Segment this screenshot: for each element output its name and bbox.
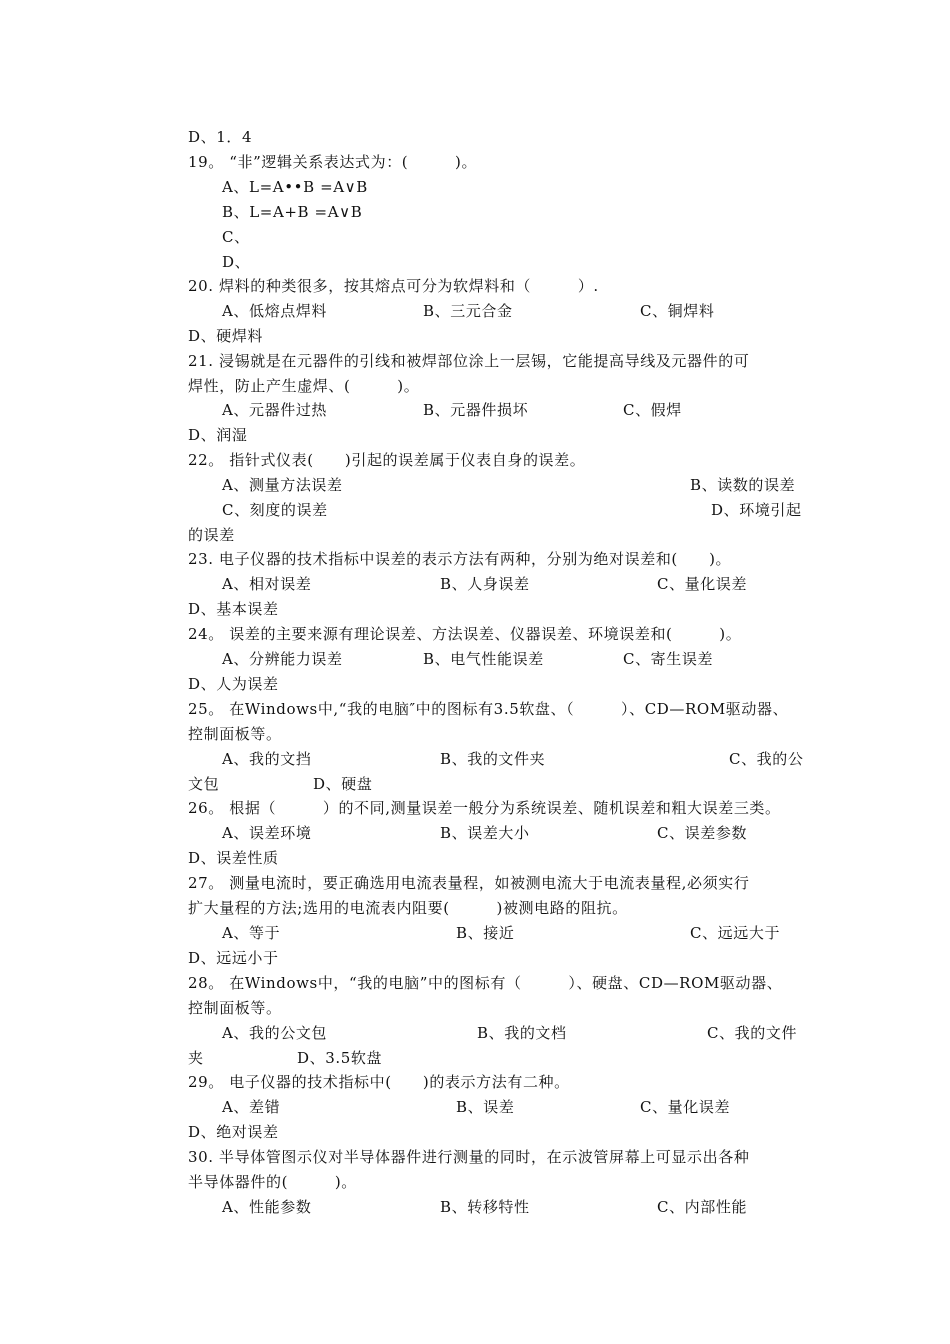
q27-option-d: D、远远小于 bbox=[188, 949, 279, 967]
q19-option-d: D、 bbox=[222, 253, 251, 271]
q24-option-a: A、分辨能力误差 bbox=[222, 650, 343, 668]
q29-option-d: D、绝对误差 bbox=[188, 1123, 279, 1141]
q26-option-a: A、误差环境 bbox=[222, 824, 312, 842]
q23-option-c: C、量化误差 bbox=[657, 575, 748, 593]
q27-stem: 27。 测量电流时，要正确选用电流表量程，如被测电流大于电流表量程,必须实行 bbox=[188, 874, 750, 892]
q23-option-b: B、人身误差 bbox=[440, 575, 530, 593]
q29-option-c: C、量化误差 bbox=[640, 1098, 731, 1116]
q18-option-d: D、1．4 bbox=[188, 128, 253, 146]
q21-stem: 21. 浸锡就是在元器件的引线和被焊部位涂上一层锡，它能提高导线及元器件的可 bbox=[188, 352, 750, 370]
q20-stem: 20. 焊料的种类很多，按其熔点可分为软焊料和（ ）. bbox=[188, 277, 599, 295]
q25-option-b: B、我的文件夹 bbox=[440, 750, 546, 768]
q23-option-d: D、基本误差 bbox=[188, 600, 279, 618]
q20-option-c: C、铜焊料 bbox=[640, 302, 715, 320]
q28-option-d: D、3.5软盘 bbox=[297, 1049, 383, 1067]
q30-option-c: C、内部性能 bbox=[657, 1198, 748, 1216]
q24-option-d: D、人为误差 bbox=[188, 675, 279, 693]
q19-option-c: C、 bbox=[222, 228, 250, 246]
q19-option-b: B、L=A+B =A∨B bbox=[222, 203, 363, 221]
q28-option-c-cont: 夹 bbox=[188, 1049, 204, 1067]
q30-stem: 30. 半导体管图示仪对半导体器件进行测量的同时，在示波管屏幕上可显示出各种 bbox=[188, 1148, 750, 1166]
q25-option-c-cont: 文包 bbox=[188, 775, 220, 793]
q28-option-c: C、我的文件 bbox=[707, 1024, 798, 1042]
q30-stem-cont: 半导体器件的( )。 bbox=[188, 1173, 357, 1191]
q29-option-b: B、误差 bbox=[456, 1098, 515, 1116]
q21-option-a: A、元器件过热 bbox=[222, 401, 328, 419]
q28-stem: 28。 在Windows中，“我的电脑”中的图标有（ ）、硬盘、CD—ROM驱动器、 bbox=[188, 974, 783, 992]
q26-option-b: B、误差大小 bbox=[440, 824, 530, 842]
q28-option-b: B、我的文档 bbox=[477, 1024, 567, 1042]
q19-option-a: A、L=A••B =A∨B bbox=[222, 178, 368, 196]
q21-option-d: D、润湿 bbox=[188, 426, 248, 444]
q25-option-c: C、我的公 bbox=[729, 750, 804, 768]
q28-option-a: A、我的公文包 bbox=[222, 1024, 328, 1042]
q30-option-a: A、性能参数 bbox=[222, 1198, 312, 1216]
q27-option-c: C、远远大于 bbox=[690, 924, 781, 942]
q26-option-c: C、误差参数 bbox=[657, 824, 748, 842]
q25-stem-cont: 控制面板等。 bbox=[188, 725, 282, 743]
q26-stem: 26。 根据（ ）的不同,测量误差一般分为系统误差、随机误差和粗大误差三类。 bbox=[188, 799, 781, 817]
q21-option-b: B、元器件损坏 bbox=[423, 401, 529, 419]
q25-option-d: D、硬盘 bbox=[313, 775, 373, 793]
q20-option-d: D、硬焊料 bbox=[188, 327, 264, 345]
q22-option-a: A、测量方法误差 bbox=[222, 476, 343, 494]
q22-option-c: C、刻度的误差 bbox=[222, 501, 328, 519]
q25-option-a: A、我的文挡 bbox=[222, 750, 312, 768]
q21-option-c: C、假焊 bbox=[623, 401, 682, 419]
q22-option-d: D、环境引起 bbox=[711, 501, 802, 519]
q22-stem: 22。 指针式仪表( )引起的误差属于仪表自身的误差。 bbox=[188, 451, 586, 469]
q20-option-a: A、低熔点焊料 bbox=[222, 302, 328, 320]
q27-option-b: B、接近 bbox=[456, 924, 515, 942]
q24-stem: 24。 误差的主要来源有理论误差、方法误差、仪器误差、环境误差和( )。 bbox=[188, 625, 742, 643]
q23-option-a: A、相对误差 bbox=[222, 575, 312, 593]
q22-option-b: B、读数的误差 bbox=[690, 476, 796, 494]
q24-option-b: B、电气性能误差 bbox=[423, 650, 544, 668]
q20-option-b: B、三元合金 bbox=[423, 302, 513, 320]
q19-stem: 19。 “非”逻辑关系表达式为：( )。 bbox=[188, 153, 478, 171]
q22-option-d-cont: 的误差 bbox=[188, 526, 235, 544]
q25-stem: 25。 在Windows中,“我的电脑″中的图标有3.5软盘、（ ）、CD—ROM驱动器、 bbox=[188, 700, 789, 718]
q24-option-c: C、寄生误差 bbox=[623, 650, 714, 668]
q21-stem-cont: 焊性，防止产生虚焊、( )。 bbox=[188, 377, 420, 395]
q27-option-a: A、等于 bbox=[222, 924, 281, 942]
q30-option-b: B、转移特性 bbox=[440, 1198, 530, 1216]
q29-stem: 29。 电子仪器的技术指标中( )的表示方法有二种。 bbox=[188, 1073, 570, 1091]
q23-stem: 23. 电子仪器的技术指标中误差的表示方法有两种，分别为绝对误差和( )。 bbox=[188, 550, 732, 568]
q27-stem-cont: 扩大量程的方法;选用的电流表内阻要( )被测电路的阻抗。 bbox=[188, 899, 628, 917]
q28-stem-cont: 控制面板等。 bbox=[188, 999, 282, 1017]
q29-option-a: A、差错 bbox=[222, 1098, 281, 1116]
q26-option-d: D、误差性质 bbox=[188, 849, 279, 867]
